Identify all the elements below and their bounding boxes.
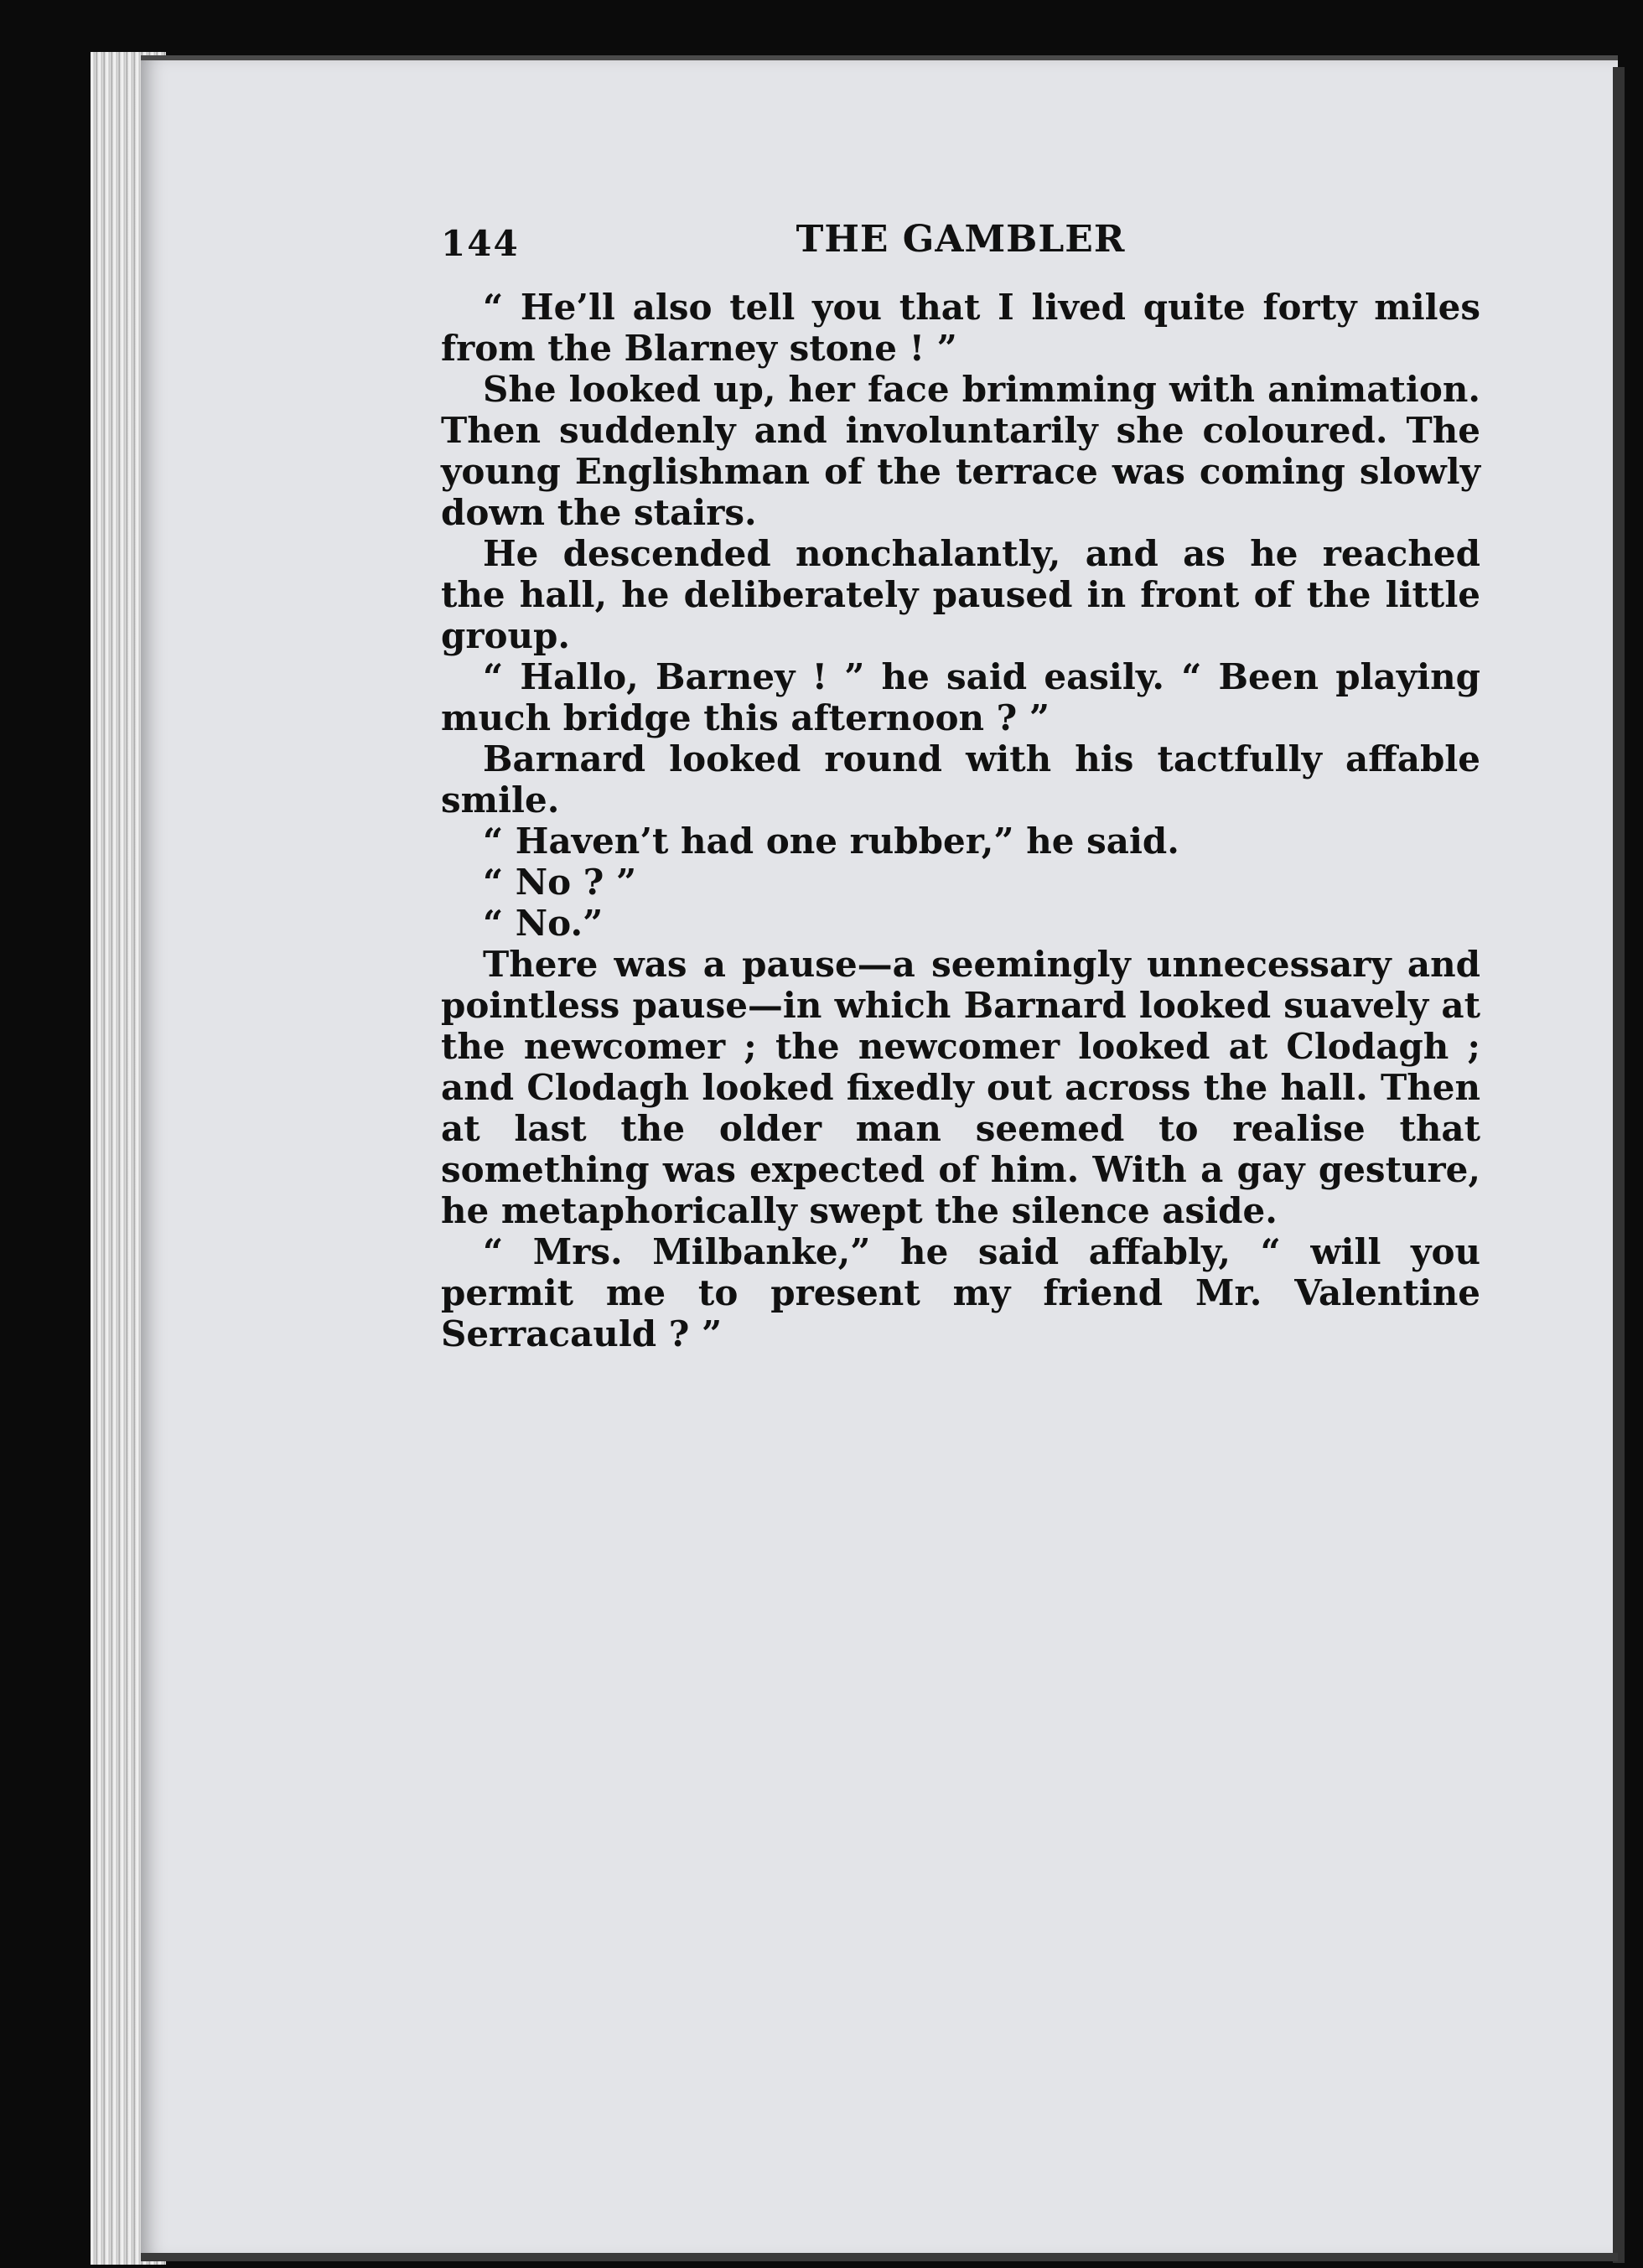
page-number: 144 bbox=[441, 223, 520, 264]
paragraph: She looked up, her face brimming with animation. Then suddenly and involuntarily she coloured. The young Englishman of the terrace was coming slowly down the stairs. bbox=[441, 369, 1480, 533]
running-head bbox=[441, 210, 1480, 277]
page-bottom-border bbox=[141, 2253, 1618, 2261]
paragraph: He descended nonchalantly, and as he reached the hall, he deliberately paused in front of the little group. bbox=[441, 533, 1480, 656]
paragraph: Barnard looked round with his tactfully affable smile. bbox=[441, 738, 1480, 821]
paragraph: “ He’ll also tell you that I lived quite forty miles from the Blarney stone ! ” bbox=[441, 287, 1480, 369]
running-title: THE GAMBLER bbox=[796, 218, 1126, 261]
paragraph: “ No.” bbox=[483, 903, 604, 944]
paragraph: There was a pause—a seemingly unnecessary and pointless pause—in which Barnard looked suavely at the newcomer ; the newcomer looked at Clodagh ; and Clodagh looked fixedly out across the hall. Then at last the older man seemed to realise that something was expected of him. With a gay gesture, he metaphorically swept the silence aside. bbox=[441, 944, 1480, 1231]
paragraph: “ Mrs. Milbanke,” he said affably, “ will you permit me to present my friend Mr. Valentine Serracauld ? ” bbox=[441, 1231, 1480, 1354]
paragraph: “ Haven’t had one rubber,” he said. bbox=[483, 821, 1179, 862]
page-text-block bbox=[441, 210, 1480, 1354]
paragraph: “ Hallo, Barney ! ” he said easily. “ Been playing much bridge this afternoon ? ” bbox=[441, 656, 1480, 738]
paragraph: “ No ? ” bbox=[483, 862, 637, 903]
page-right-border bbox=[1613, 67, 1625, 2263]
